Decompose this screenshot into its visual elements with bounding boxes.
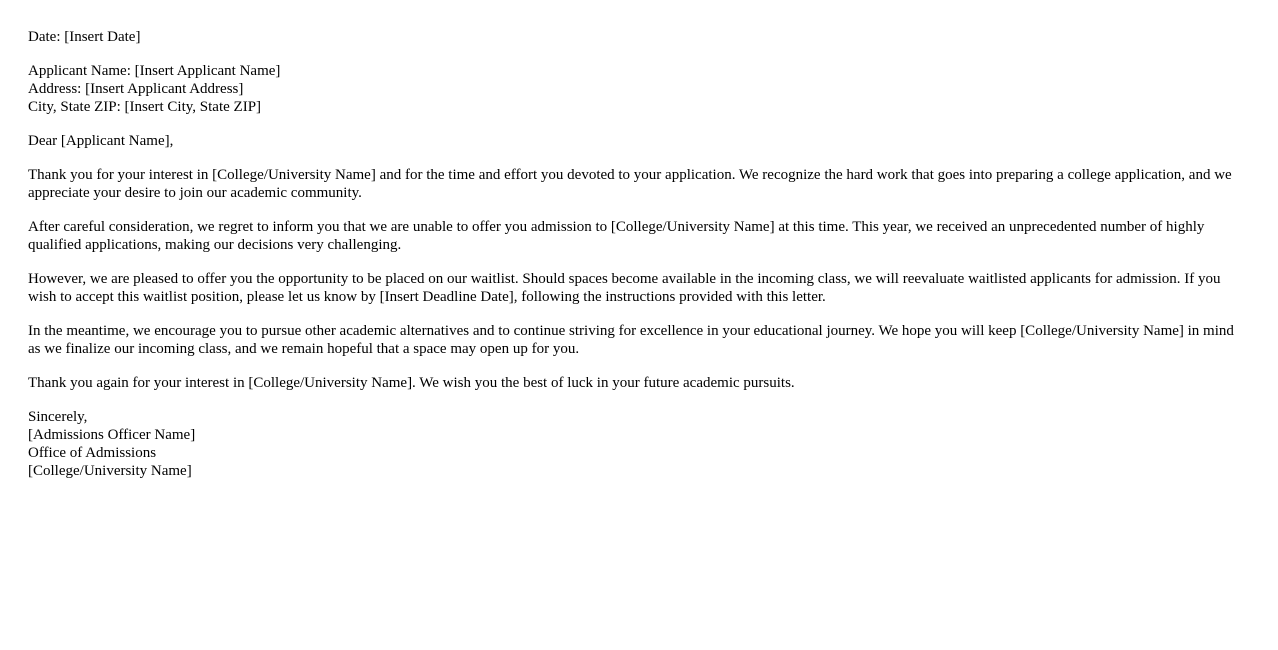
applicant-address-line: Address: [Insert Applicant Address]	[28, 81, 244, 97]
salutation: Dear [Applicant Name],	[28, 133, 174, 149]
paragraph-decision: After careful consideration, we regret to inform you that we are unable to offer you admission to [College/University Name] at this time. This year, we received an unprecedented number of highly qualified applications, making our decisions very challenging.	[28, 219, 1205, 253]
paragraph-closing-thanks: Thank you again for your interest in [College/University Name]. We wish you the best of luck in your future academic pursuits.	[28, 375, 795, 391]
letter-body	[28, 28, 1243, 496]
office-name: Office of Admissions	[28, 445, 157, 461]
paragraph-thanks: Thank you for your interest in [College/University Name] and for the time and effort you devoted to your application. We recognize the hard work that goes into preparing a college application, and we appreciate your desire to join our academic community.	[28, 167, 1232, 201]
date-line: Date: [Insert Date]	[28, 29, 141, 45]
paragraph-waitlist: However, we are pleased to offer you the opportunity to be placed on our waitlist. Should spaces become available in the incoming class, we will reevaluate waitlisted applicants for admission. If you wish to accept this waitlist position, please let us know by [Insert Deadline Date], following the instructions provided with this letter.	[28, 271, 1221, 305]
applicant-name-line: Applicant Name: [Insert Applicant Name]	[28, 63, 281, 79]
institution-name: [College/University Name]	[28, 463, 192, 479]
officer-name: [Admissions Officer Name]	[28, 427, 196, 443]
sign-off: Sincerely,	[28, 409, 88, 425]
recipient-address-block	[28, 62, 1243, 116]
applicant-city-line: City, State ZIP: [Insert City, State ZIP]	[28, 99, 262, 115]
signature-block	[28, 408, 1243, 480]
paragraph-meantime: In the meantime, we encourage you to pursue other academic alternatives and to continue striving for excellence in your educational journey. We hope you will keep [College/University Name] in mind as we finalize our incoming class, and we remain hopeful that a space may open up for you.	[28, 323, 1234, 357]
